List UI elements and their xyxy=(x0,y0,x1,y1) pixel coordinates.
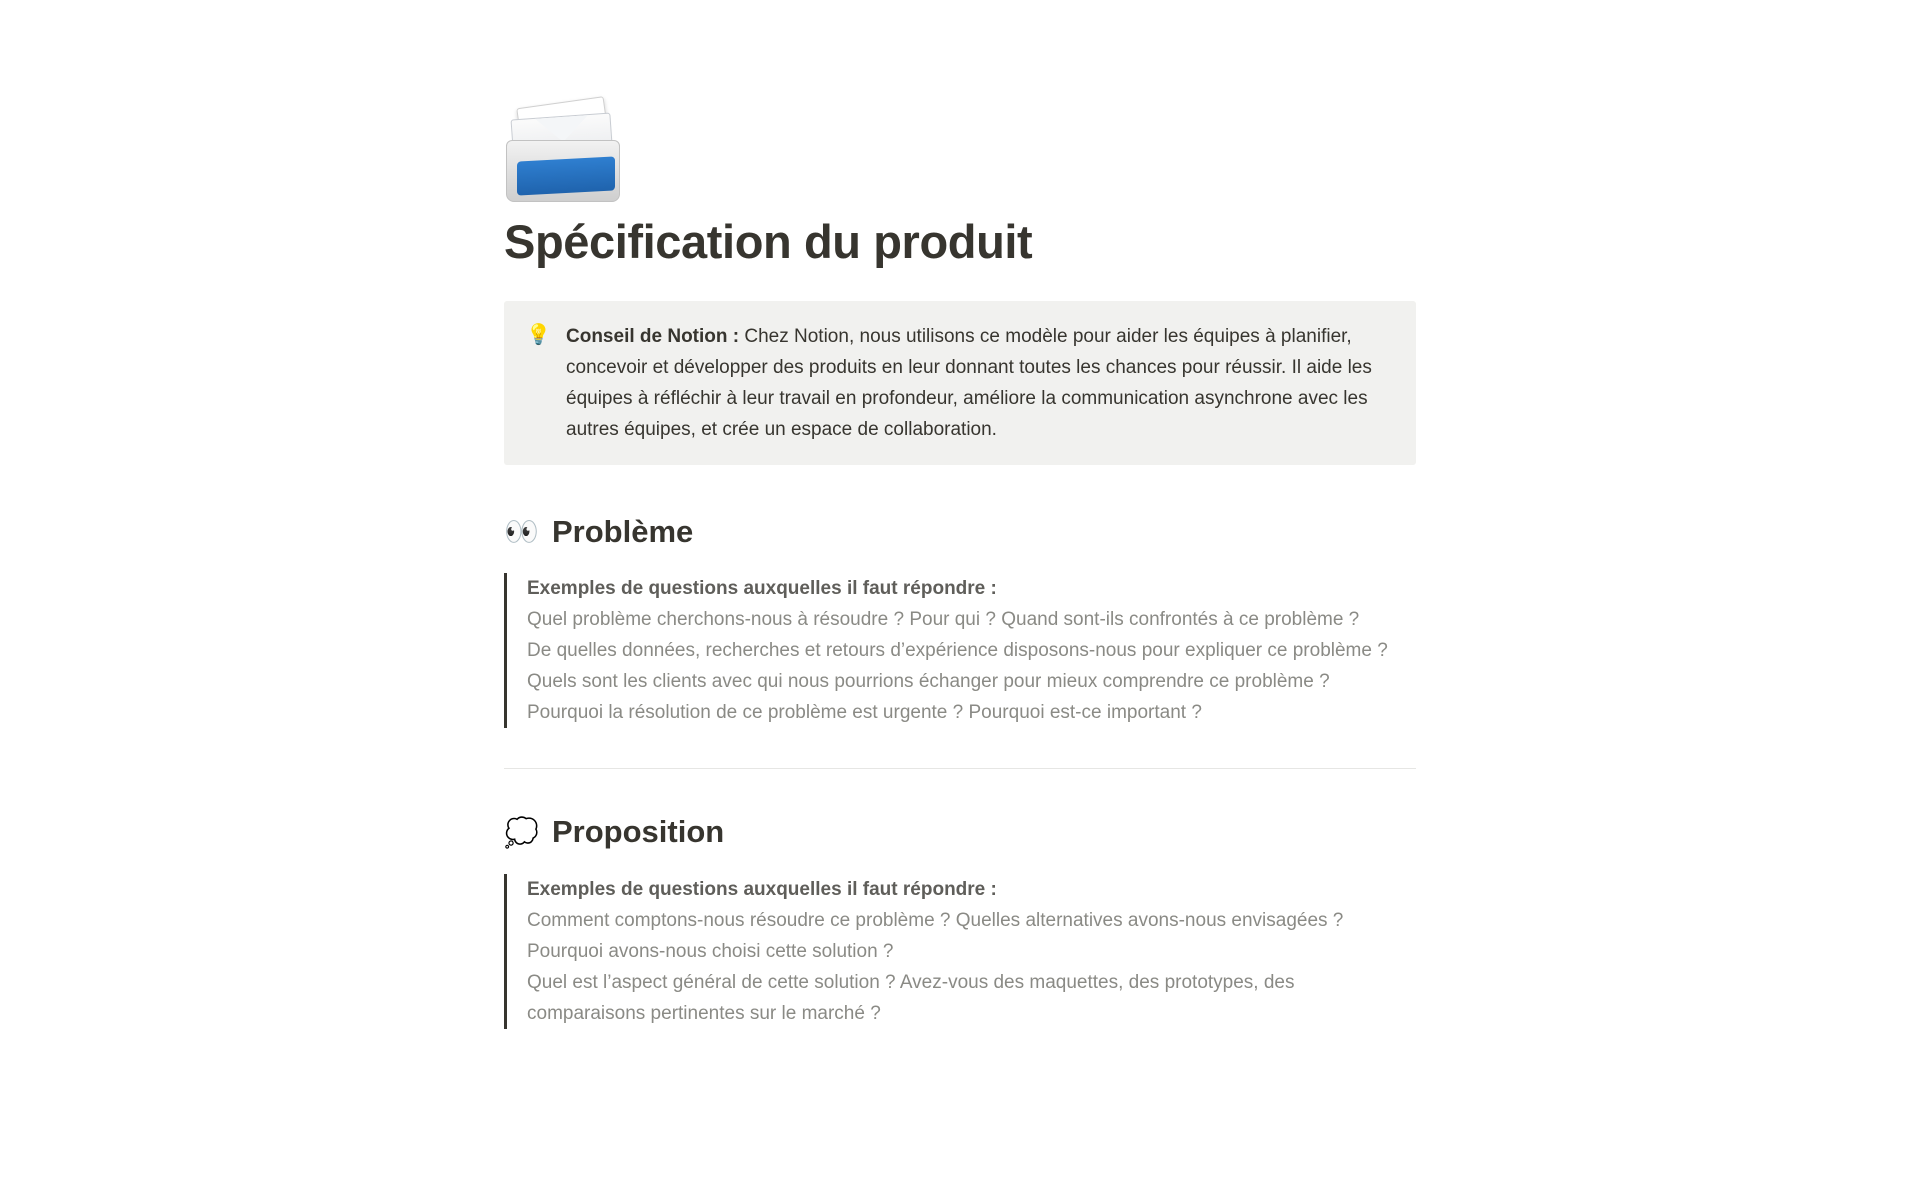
section-probleme xyxy=(504,513,1416,729)
quote-line: Comment comptons-nous résoudre ce problème ? Quelles alternatives avons-nous envisagées ? Pourquoi avons-nous choisi cette solution ? xyxy=(527,910,1344,963)
quote-line: De quelles données, recherches et retours d’expérience disposons-nous pour expliquer ce problème ? xyxy=(527,640,1388,662)
tray-inner-shape xyxy=(517,156,615,195)
quote-title: Exemples de questions auxquelles il faut répondre : xyxy=(527,578,997,600)
page-title[interactable]: Spécification du produit xyxy=(504,215,1033,268)
eyes-emoji-icon: 👀 xyxy=(504,516,539,547)
section-heading-label: Proposition xyxy=(552,814,725,850)
tray-shape xyxy=(506,140,620,202)
quote-title: Exemples de questions auxquelles il faut répondre : xyxy=(527,879,997,901)
section-heading-probleme[interactable] xyxy=(504,513,1416,552)
quote-block-proposition xyxy=(504,874,1416,1029)
section-divider xyxy=(504,768,1416,769)
tip-callout xyxy=(504,301,1416,465)
quote-line: Quel problème cherchons-nous à résoudre ? Pour qui ? Quand sont-ils confrontés à ce problème ? xyxy=(527,609,1360,631)
inbox-tray-envelope-icon[interactable] xyxy=(504,86,622,204)
quote-line: Quel est l’aspect général de cette solution ? Avez-vous des maquettes, des prototypes, des comparaisons pertinentes sur le marché ? xyxy=(527,972,1295,1025)
callout-lead: Conseil de Notion : xyxy=(566,325,740,347)
callout-text xyxy=(566,321,1394,445)
document-body xyxy=(504,0,1416,1029)
thought-balloon-emoji-icon: 💭 xyxy=(504,816,539,848)
light-bulb-icon: 💡 xyxy=(526,323,551,346)
quote-line: Quels sont les clients avec qui nous pourrions échanger pour mieux comprendre ce problème ? xyxy=(527,671,1330,693)
callout-body: Chez Notion, nous utilisons ce modèle pour aider les équipes à planifier, concevoir et développer des produits en leur donnant toutes les chances pour réussir. Il aide les équipes à réfléchir à leur travail en profondeur, améliore la communication asynchrone avec les autres équipes, et crée un espace de collaboration. xyxy=(566,325,1372,440)
section-heading-label: Problème xyxy=(552,513,694,549)
quote-line: Pourquoi la résolution de ce problème est urgente ? Pourquoi est-ce important ? xyxy=(527,702,1202,724)
quote-block-probleme xyxy=(504,573,1416,728)
section-proposition xyxy=(504,813,1416,1029)
section-heading-proposition[interactable] xyxy=(504,813,1416,852)
